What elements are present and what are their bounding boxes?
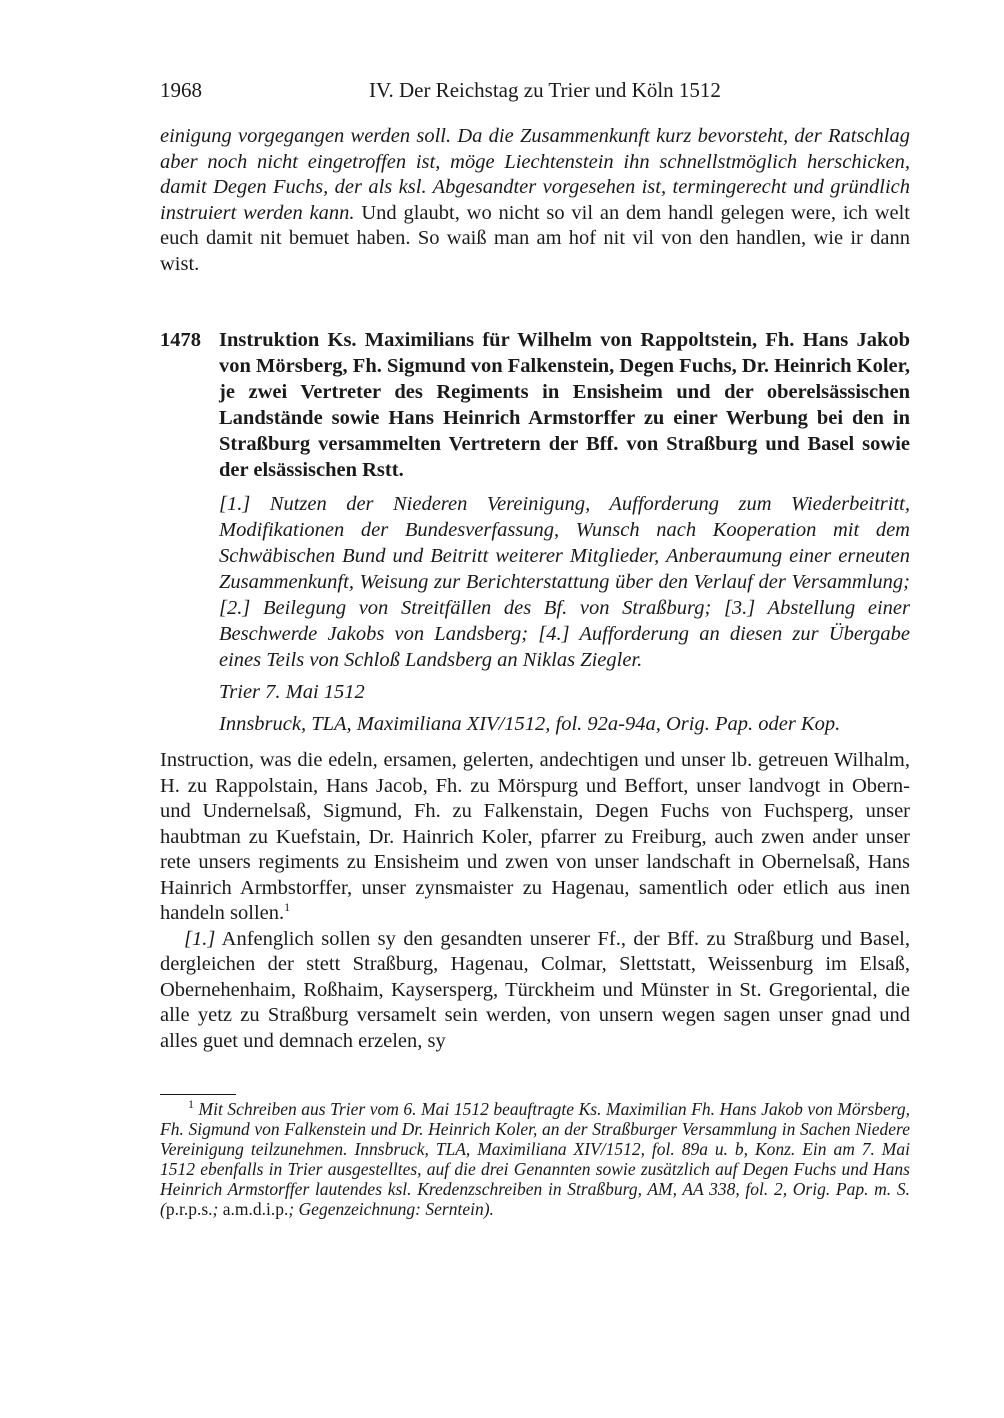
intro-paragraph [160, 124, 910, 277]
footnote-roman-2: a.m.d.i.p. [222, 1199, 289, 1219]
main-text [160, 748, 910, 1054]
intro-quote: Und glaubt, wo nicht so vil an dem handl gelegen were, ich welt euch damit nit bemuet haben. So waiß man am hof nit vil von den handlen, wie ir dann wist. [160, 201, 910, 275]
footnote-roman-1: p.r.p.s. [165, 1199, 213, 1219]
main-paragraph-2-text: Anfenglich sollen sy den gesandten unserer Ff., der Bff. zu Straßburg und Basel, dergleichen der stett Straßburg, Hagenau, Colmar, Slettstatt, Weissenburg im Elsaß, Obernehenhaim, Roßhaim, Kaysersperg, Türckheim und Münster in St. Gregoriental, die alle yetz zu Straßburg versamelt sein werden, von unsern wegen sagen unser gnad und alles guet und demnach erzelen, sy [160, 927, 910, 1052]
main-paragraph-1 [160, 748, 910, 927]
footnote [160, 1099, 910, 1219]
footnote-ref: 1 [284, 900, 291, 915]
document-regest: [1.] Nutzen der Niederen Vereinigung, Aufforderung zum Wiederbeitritt, Modifikationen der Bundesverfassung, Wunsch nach Kooperation mit dem Schwäbischen Bund und Beitritt weiterer Mitglieder, Anberaumung einer erneuten Zusammenkunft, Weisung zur Berichterstattung über den Verlauf der Versammlung; [2.] Beilegung von Streitfällen des Bf. von Straßburg; [3.] Abstellung einer Beschwerde Jakobs von Landsberg; [4.] Aufforderung an diesen zur Übergabe eines Teils von Schloß Landsberg an Niklas Ziegler. [219, 493, 910, 671]
document-source: Innsbruck, TLA, Maximiliana XIV/1512, fol. 92a-94a, Orig. Pap. oder Kop. [219, 713, 841, 735]
running-title: IV. Der Reichstag zu Trier und Köln 1512 [369, 78, 721, 102]
running-head [160, 78, 910, 108]
footnote-separator: ; [212, 1199, 223, 1219]
page-number: 1968 [160, 78, 202, 102]
main-paragraph-2 [160, 927, 910, 1055]
document-header [160, 327, 910, 737]
section-label: [1.] [184, 927, 216, 950]
document-number: 1478 [160, 329, 201, 351]
intro-summary: einigung vorgegangen werden soll. Da die Zusammenkunft kurz bevorsteht, der Ratschlag aber noch nicht eingetroffen ist, möge Liechtenstein ihn schnellstmöglich herschicken, damit Degen Fuchs, der als ksl. Abgesandter vorgesehen ist, termingerecht und gründlich instruiert werden kann. [160, 125, 910, 224]
footnote-divider [160, 1094, 236, 1095]
footnote-text-a: Mit Schreiben aus Trier vom 6. Mai 1512 beauftragte Ks. Maximilian Fh. Hans Jakob von Mörsberg, Fh. Sigmund von Falkenstein und Dr. Heinrich Koler, an der Straßburger Versammlung in Sachen Niedere Vereinigung teilzunehmen. Innsbruck, TLA, Maximiliana XIV/1512, fol. 89a u. b, Konz. Ein am 7. Mai 1512 ebenfalls in Trier ausgestelltes, auf die drei Genannten sowie zusätzlich auf Degen Fuchs und Hans Heinrich Armstorffer lautendes ksl. Kredenzschreiben in Straßburg, AM, AA 338, fol. 2, Orig. Pap. m. S. ( [160, 1099, 910, 1219]
main-paragraph-1-text: Instruction, was die edeln, ersamen, gelerten, andechtigen und unser lb. getreuen Wilhalm, H. zu Rappolstain, Hans Jacob, Fh. zu Mörspurg und Beffort, unser landvogt in Obern- und Undernelsaß, Sigmund, Fh. zu Falkenstain, Degen Fuchs von Fuchsperg, unser haubtman zu Kuefstain, Dr. Hainrich Koler, pfarrer zu Freiburg, auch zwen ander unser rete unsers regiments zu Ensisheim und zwen von unser landschaft in Obernelsaß, Hans Hainrich Armbstorffer, unser zynsmaister zu Hagenau, samentlich oder etlich aus inen handeln sollen. [160, 749, 910, 924]
footnote-mark: 1 [188, 1097, 194, 1112]
footnote-text-b: ; Gegenzeichnung: Serntein). [288, 1199, 494, 1219]
document-title: Instruktion Ks. Maximilians für Wilhelm von Rappoltstein, Fh. Hans Jakob von Mörsberg, Fh. Sigmund von Falkenstein, Degen Fuchs, Dr. Heinrich Koler, je zwei Vertreter des Regiments in Ensisheim und der oberelsässischen Landstände sowie Hans Heinrich Armstorffer zu einer Werbung bei den in Straßburg versammelten Vertretern der Bff. von Straßburg und Basel sowie der elsässischen Rstt. [219, 329, 910, 481]
document-date: Trier 7. Mai 1512 [219, 681, 365, 703]
